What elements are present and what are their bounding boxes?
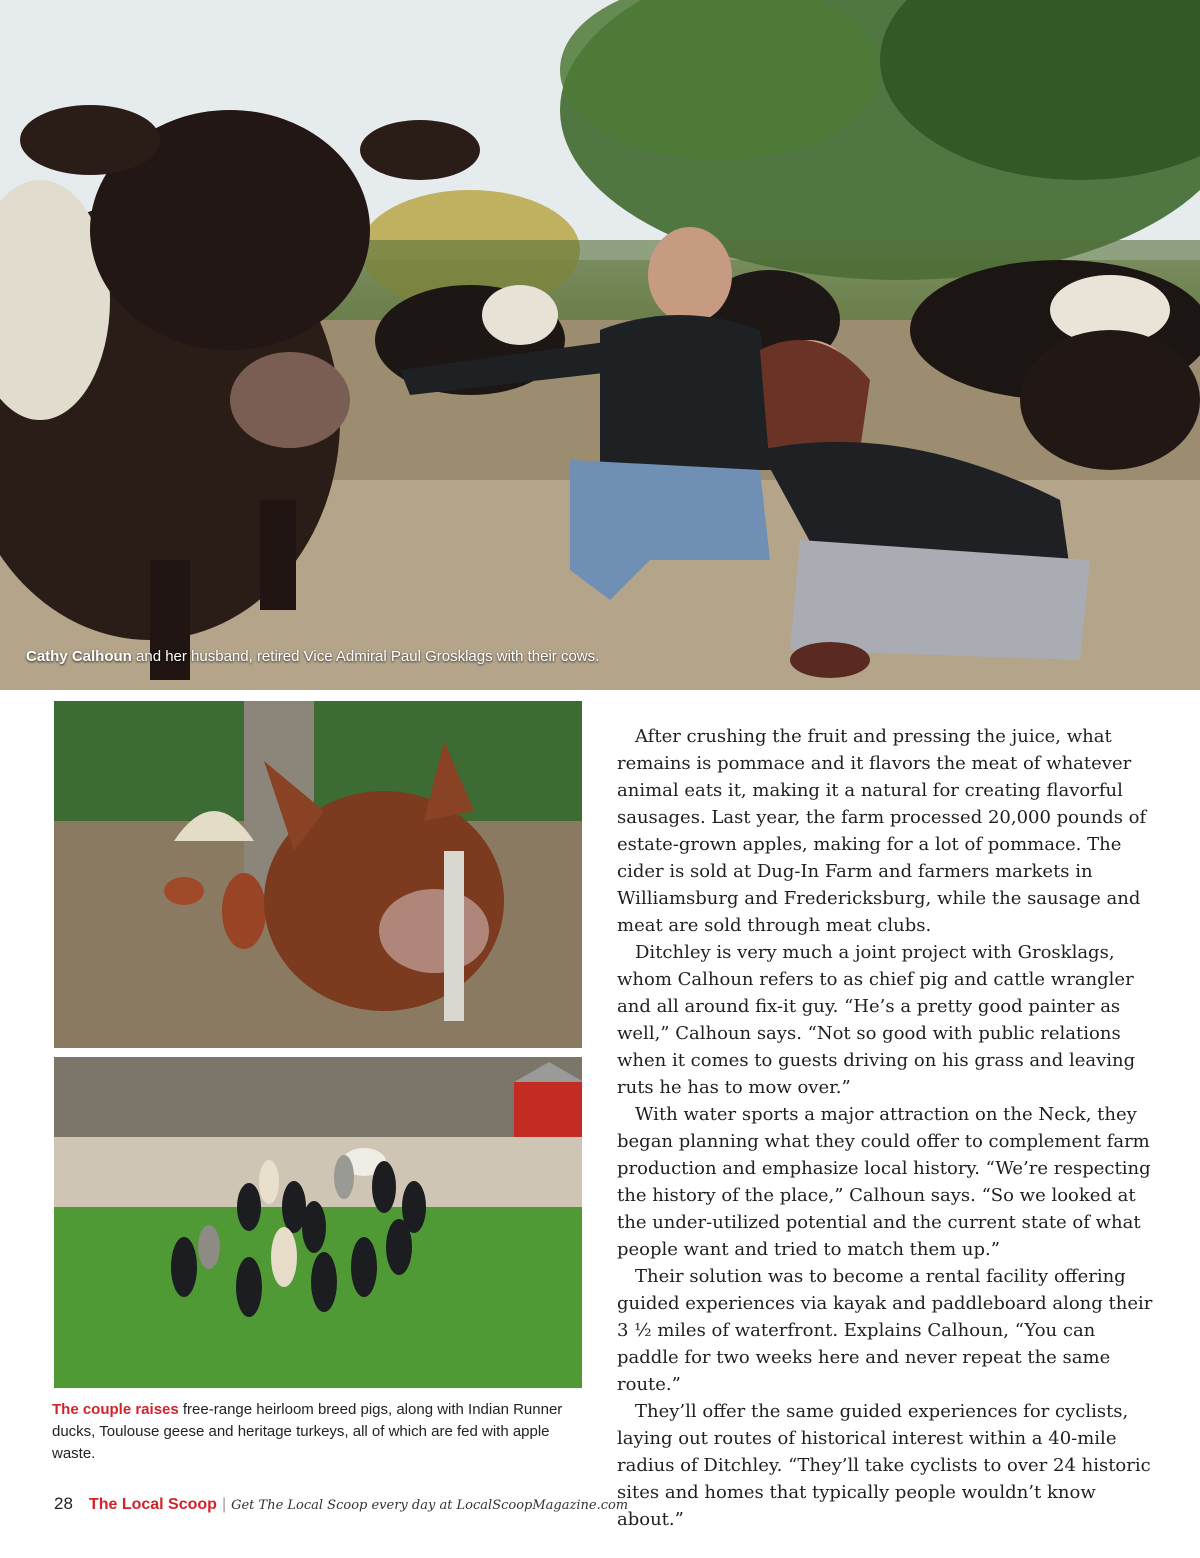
hero-caption-text: and her husband, retired Vice Admiral Paul Grosklags with their cows.: [131, 648, 600, 665]
photo-caption: [52, 1399, 572, 1465]
photo-caption-lead: The couple raises: [52, 1401, 179, 1418]
article-paragraph: Ditchley is very much a joint project with Grosklags, whom Calhoun refers to as chief pig and cattle wrangler and all around fix-it guy. “He’s a pretty good painter as well,” Calhoun says. “Not so good with public relations when it comes to guests driving on his grass and leaving ruts he has to mow over.”: [617, 942, 1136, 1098]
footer-tagline: Get The Local Scoop every day at LocalScoopMagazine.com: [231, 1498, 629, 1513]
article-paragraph: After crushing the fruit and pressing the juice, what remains is pommace and it flavors the meat of whatever animal eats it, making it a natural for creating flavorful sausages. Last year, the farm processed 20,000 pounds of estate-grown apples, making for a lot of pommace. The cider is sold at Dug-In Farm and farmers markets in Williamsburg and Fredericksburg, while the sausage and meat are sold through meat clubs.: [617, 726, 1147, 936]
article-paragraph: With water sports a major attraction on the Neck, they began planning what they could offer to complement farm production and emphasize local history. “We’re respecting the history of the place,” Calhoun says. “So we looked at the under-utilized potential and the current state of what people want and tried to match them up.”: [617, 1104, 1151, 1260]
photo-caption-text: free-range heirloom breed pigs, along with Indian Runner ducks, Toulouse geese and heritage turkeys, all of which are fed with apple waste.: [52, 1401, 563, 1462]
ducks-photo: [54, 1057, 582, 1388]
page-number: 28: [54, 1494, 73, 1513]
article-paragraph: Their solution was to become a rental facility offering guided experiences via kayak and paddleboard along their 3 ½ miles of waterfront. Explains Calhoun, “You can paddle for two weeks here and never repeat the same route.”: [617, 1266, 1153, 1395]
hero-caption-name: Cathy Calhoun: [26, 648, 132, 665]
ducks-photo-illustration: [54, 1057, 582, 1388]
article-paragraph: They’ll offer the same guided experiences for cyclists, laying out routes of historical interest within a 40-mile radius of Ditchley. “They’ll take cyclists to over 24 historic sites and homes that typically people wouldn’t know about.”: [617, 1401, 1151, 1530]
article-body: [617, 723, 1157, 1533]
publication-name: The Local Scoop: [88, 1496, 217, 1513]
hero-photo-illustration: [0, 0, 1200, 690]
pig-photo: [54, 701, 582, 1048]
pig-photo-illustration: [54, 701, 582, 1048]
hero-photo: [0, 0, 1200, 690]
hero-caption: [26, 648, 599, 665]
page-footer: [54, 1494, 628, 1514]
footer-separator: |: [221, 1496, 227, 1513]
